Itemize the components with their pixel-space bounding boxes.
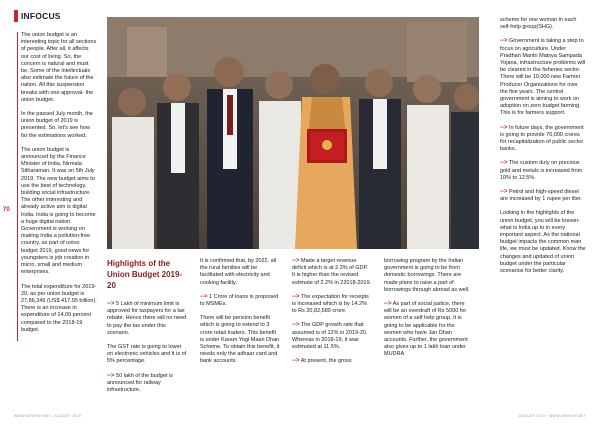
highlight-item: --> In future days, the government is going to provide 70,000 crores for recapitalization of public sector banks. xyxy=(500,124,584,153)
highlight-item: --> Government is taking a step to focus on agriculture. Under Pradhan Mantri Matsya Sampada Yojana, infrastructure problems will be cleared in the fisheries sector. There will be 10,000 new Farmer Producer Organizations for over the five years. The central government is aiming to work on adoption on zero budget farming. This is for farmers support. xyxy=(500,38,586,117)
intro-paragraph: The total expenditure for 2019-20, as per union budget is 27,86,349 (US$ 417.95 billion). There is an increase in expenditure of 14.09 percent compared to the 2018-19 budget. xyxy=(21,283,97,333)
intro-paragraph: The union budget is announced by the Finance Minister of India, Nirmala Sitharaman. It was on 5th July 2019. The new budget aims to use the best of technology, building social infrastructure. The other interesting and already active aim is digital India. India is going to become a huge digital nation. Government is working on making India a pollution-free country, as part of union budget 2019, good news for youngsters is job creation in micro, small and medium enterprises. xyxy=(21,146,96,276)
highlight-item: --> Made a target revenue deficit which is at 2.3% of GDP. It is higher than the revised estimate of 2.2% in 22018-2019. xyxy=(292,258,372,286)
article-column-2 xyxy=(200,258,280,373)
highlights-column xyxy=(107,258,187,401)
arrow-icon: --> xyxy=(107,301,115,307)
budget-presentation-photo xyxy=(107,17,479,249)
page-number: 70 xyxy=(3,207,10,213)
arrow-icon: --> xyxy=(292,293,300,300)
section-title: INFOCUS xyxy=(21,11,61,21)
section-marker xyxy=(14,10,18,22)
intro-paragraph: In the passed July month, the union budget of 2019 is presented. So, let's see how far the estimations worked. xyxy=(21,111,93,139)
arrow-icon: --> xyxy=(500,38,508,45)
highlight-item: --> 1 Crore of loans is proposed to MSMEs. xyxy=(200,293,279,308)
closing-paragraph: Looking in the highlights of the union budget, you will be known- what is India up to in every important aspect. As the national budget impacts the common man life, we must be updated. Know the changes and updated of union budget under the particular scenarios for better clarity. xyxy=(500,210,586,275)
right-column xyxy=(500,17,586,282)
highlights-heading: Highlights of the Union Budget 2019-20 xyxy=(107,259,183,290)
intro-column xyxy=(17,32,97,341)
highlight-note: The GST rate is going to lower on electronic vehicles and it is of 5% percentage. xyxy=(107,344,187,365)
article-column-4 xyxy=(384,258,470,366)
arrow-icon: --> xyxy=(500,160,508,167)
article-paragraph: It is confirmed that, by 2022, all the rural families will be facilitated with electricity and cooking facility. xyxy=(200,258,277,286)
article-paragraph: There will be pension benefit which is going to extend to 3 crore retail traders. This benefit is under Karam Yogi Maan Dhan Scheme. To obtain this benefit, it needs only the adhaar card and bank accounts. xyxy=(200,315,280,365)
arrow-icon: --> xyxy=(384,301,392,308)
highlight-item: --> The expectation for receipts is increased which is by 14.2% to Rs 20,82,589 crore. xyxy=(292,293,369,315)
footer-left: WWW.NEWISH.NET | AUGUST 2019 xyxy=(14,414,81,418)
arrow-icon: --> xyxy=(500,189,508,196)
highlight-item: --> As part of social justice, there will be an overdraft of Rs 5000 for women of a self help group. It is going to be applicable for the women who have Jan Dhan accounts. Further, the government also gives up to 1 lakh loan under MUDRA xyxy=(384,301,468,358)
arrow-icon: --> xyxy=(107,372,115,379)
footer-right: AUGUST 2019 | WWW.NEWISH.NET xyxy=(518,414,586,418)
highlight-item: --> 5 Lakh of minimum limit is approved for taxpayers for a tax rebate. Hence there will no need to pay the tax under this scenario. xyxy=(107,301,187,336)
arrow-icon: --> xyxy=(292,358,300,365)
highlight-item: --> 50 lakh of the budget is announced for railway infrastructure. xyxy=(107,372,173,394)
highlight-item: --> At present, the gross xyxy=(292,358,352,365)
article-paragraph: borrowing program by the Indian government is going to be from domestic borrowings. There are made plans to raise a part of borrowings through abroad as well. xyxy=(384,258,470,293)
highlight-item: --> Petrol and high-speed diesel are increased by 1 rupee per liter. xyxy=(500,189,582,203)
highlight-item: --> The custom duty on precious gold and metals is increased from 10% to 12.5%. xyxy=(500,160,583,181)
article-column-3 xyxy=(292,258,372,372)
arrow-icon: --> xyxy=(292,258,300,264)
arrow-icon: --> xyxy=(292,322,300,329)
arrow-icon: --> xyxy=(500,124,508,131)
photo-illustration xyxy=(107,17,479,249)
article-paragraph: scheme for one woman in each self-help group(SHG). xyxy=(500,17,577,31)
highlight-item: --> The GDP growth rate that assumed is of 12% in 2019-20. Whereas in 2018-19, it was estimated at 11.5%. xyxy=(292,322,368,351)
arrow-icon: --> xyxy=(200,293,208,300)
intro-paragraph: The union budget is an interesting topic for all sections of people. After all, it affects our cost of living. So, the concern is natural and must be. Some of the intellectuals also estimate the future of the nation. All this suspension breaks with one approval- the union budget. xyxy=(21,32,97,103)
